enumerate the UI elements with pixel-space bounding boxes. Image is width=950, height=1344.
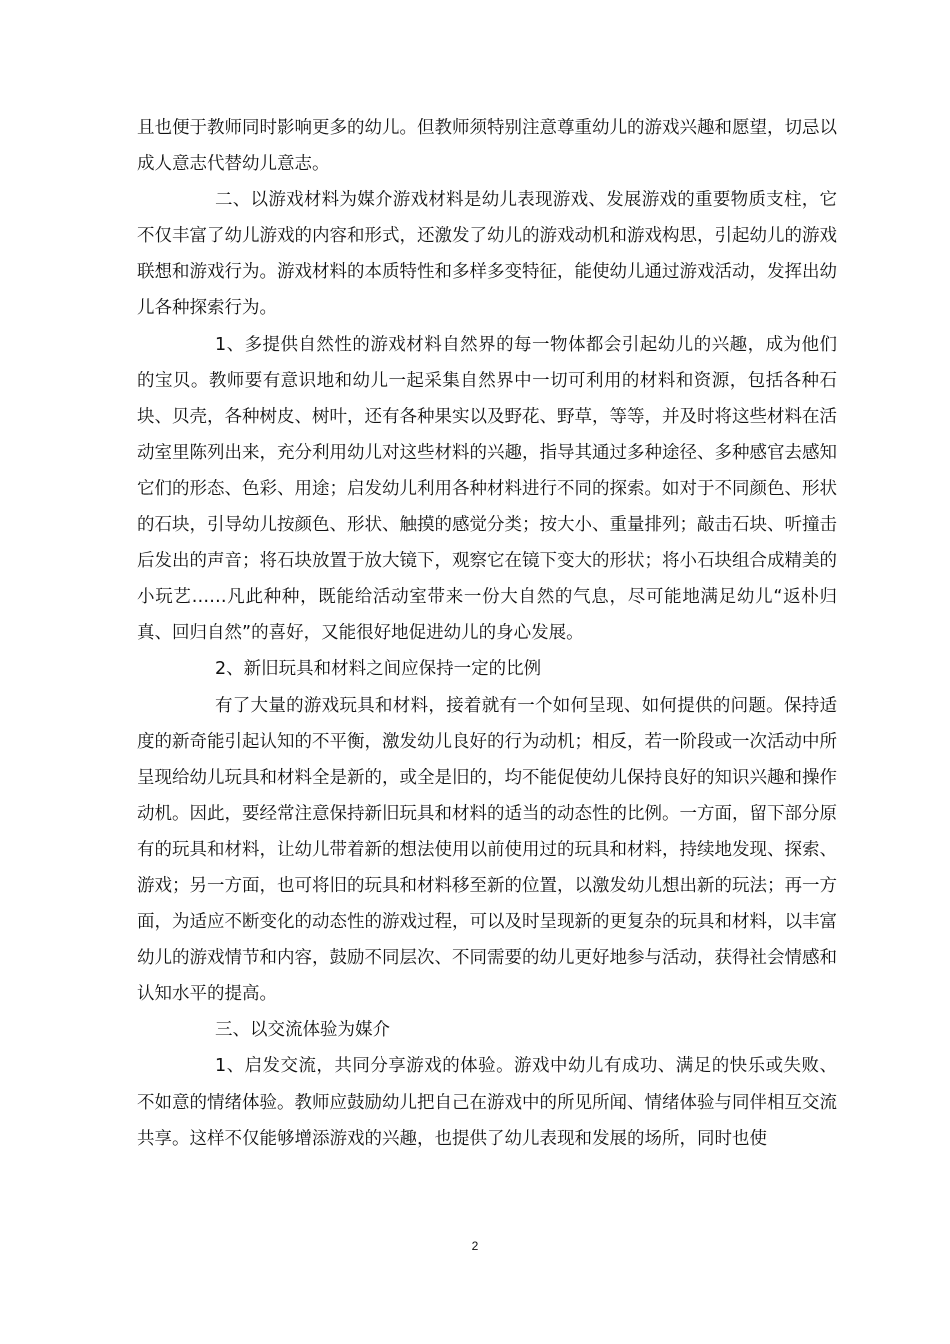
subheading-new-old-toys: 2、新旧玩具和材料之间应保持一定的比例 <box>215 659 542 680</box>
paragraph-continuation: 且也便于教师同时影响更多的幼儿。但教师须特别注意尊重幼儿的游戏兴趣和愿望，切忌以成人意志代替幼儿意志。 <box>137 118 837 175</box>
page-number: 2 <box>471 1239 479 1253</box>
section-heading-game-materials: 二、以游戏材料为媒介游戏材料是幼儿表现游戏、发展游戏的重要物质支柱，它不仅丰富了幼儿游戏的内容和形式，还激发了幼儿的游戏动机和游戏构思，引起幼儿的游戏联想和游戏行为。游戏材料的本质特性和多样多变特征，能使幼儿通过游戏活动，发挥出幼儿各种探索行为。 <box>137 190 837 319</box>
document-body <box>137 110 837 1157</box>
section-heading-communication: 三、以交流体验为媒介 <box>215 1020 390 1041</box>
paragraph-new-old-toys: 有了大量的游戏玩具和材料，接着就有一个如何呈现、如何提供的问题。保持适度的新奇能引起认知的不平衡，激发幼儿良好的行为动机；相反，若一阶段或一次活动中所呈现给幼儿玩具和材料全是新的，或全是旧的，均不能促使幼儿保持良好的知识兴趣和操作动机。因此，要经常注意保持新旧玩具和材料的适当的动态性的比例。一方面，留下部分原有的玩具和材料，让幼儿带着新的想法使用以前使用过的玩具和材料，持续地发现、探索、游戏；另一方面，也可将旧的玩具和材料移至新的位置，以激发幼儿想出新的玩法；再一方面，为适应不断变化的动态性的游戏过程，可以及时呈现新的更复杂的玩具和材料，以丰富幼儿的游戏情节和内容，鼓励不同层次、不同需要的幼儿更好地参与活动，获得社会情感和认知水平的提高。 <box>137 695 837 1005</box>
paragraph-share-experience: 1、启发交流，共同分享游戏的体验。游戏中幼儿有成功、满足的快乐或失败、不如意的情绪体验。教师应鼓励幼儿把自己在游戏中的所见所闻、情绪体验与同伴相互交流共享。这样不仅能够增添游戏的兴趣，也提供了幼儿表现和发展的场所，同时也使 <box>137 1056 837 1149</box>
paragraph-natural-materials: 1、多提供自然性的游戏材料自然界的每一物体都会引起幼儿的兴趣，成为他们的宝贝。教师要有意识地和幼儿一起采集自然界中一切可利用的材料和资源，包括各种石块、贝壳，各种树皮、树叶，还有各种果实以及野花、野草，等等，并及时将这些材料在活动室里陈列出来，充分利用幼儿对这些材料的兴趣，指导其通过多种途径、多种感官去感知它们的形态、色彩、用途；启发幼儿利用各种材料进行不同的探索。如对于不同颜色、形状的石块，引导幼儿按颜色、形状、触摸的感觉分类；按大小、重量排列；敲击石块、听撞击后发出的声音；将石块放置于放大镜下，观察它在镜下变大的形状；将小石块组合成精美的小玩艺……凡此种种，既能给活动室带来一份大自然的气息，尽可能地满足幼儿“返朴归真、回归自然”的喜好，又能很好地促进幼儿的身心发展。 <box>137 334 837 644</box>
